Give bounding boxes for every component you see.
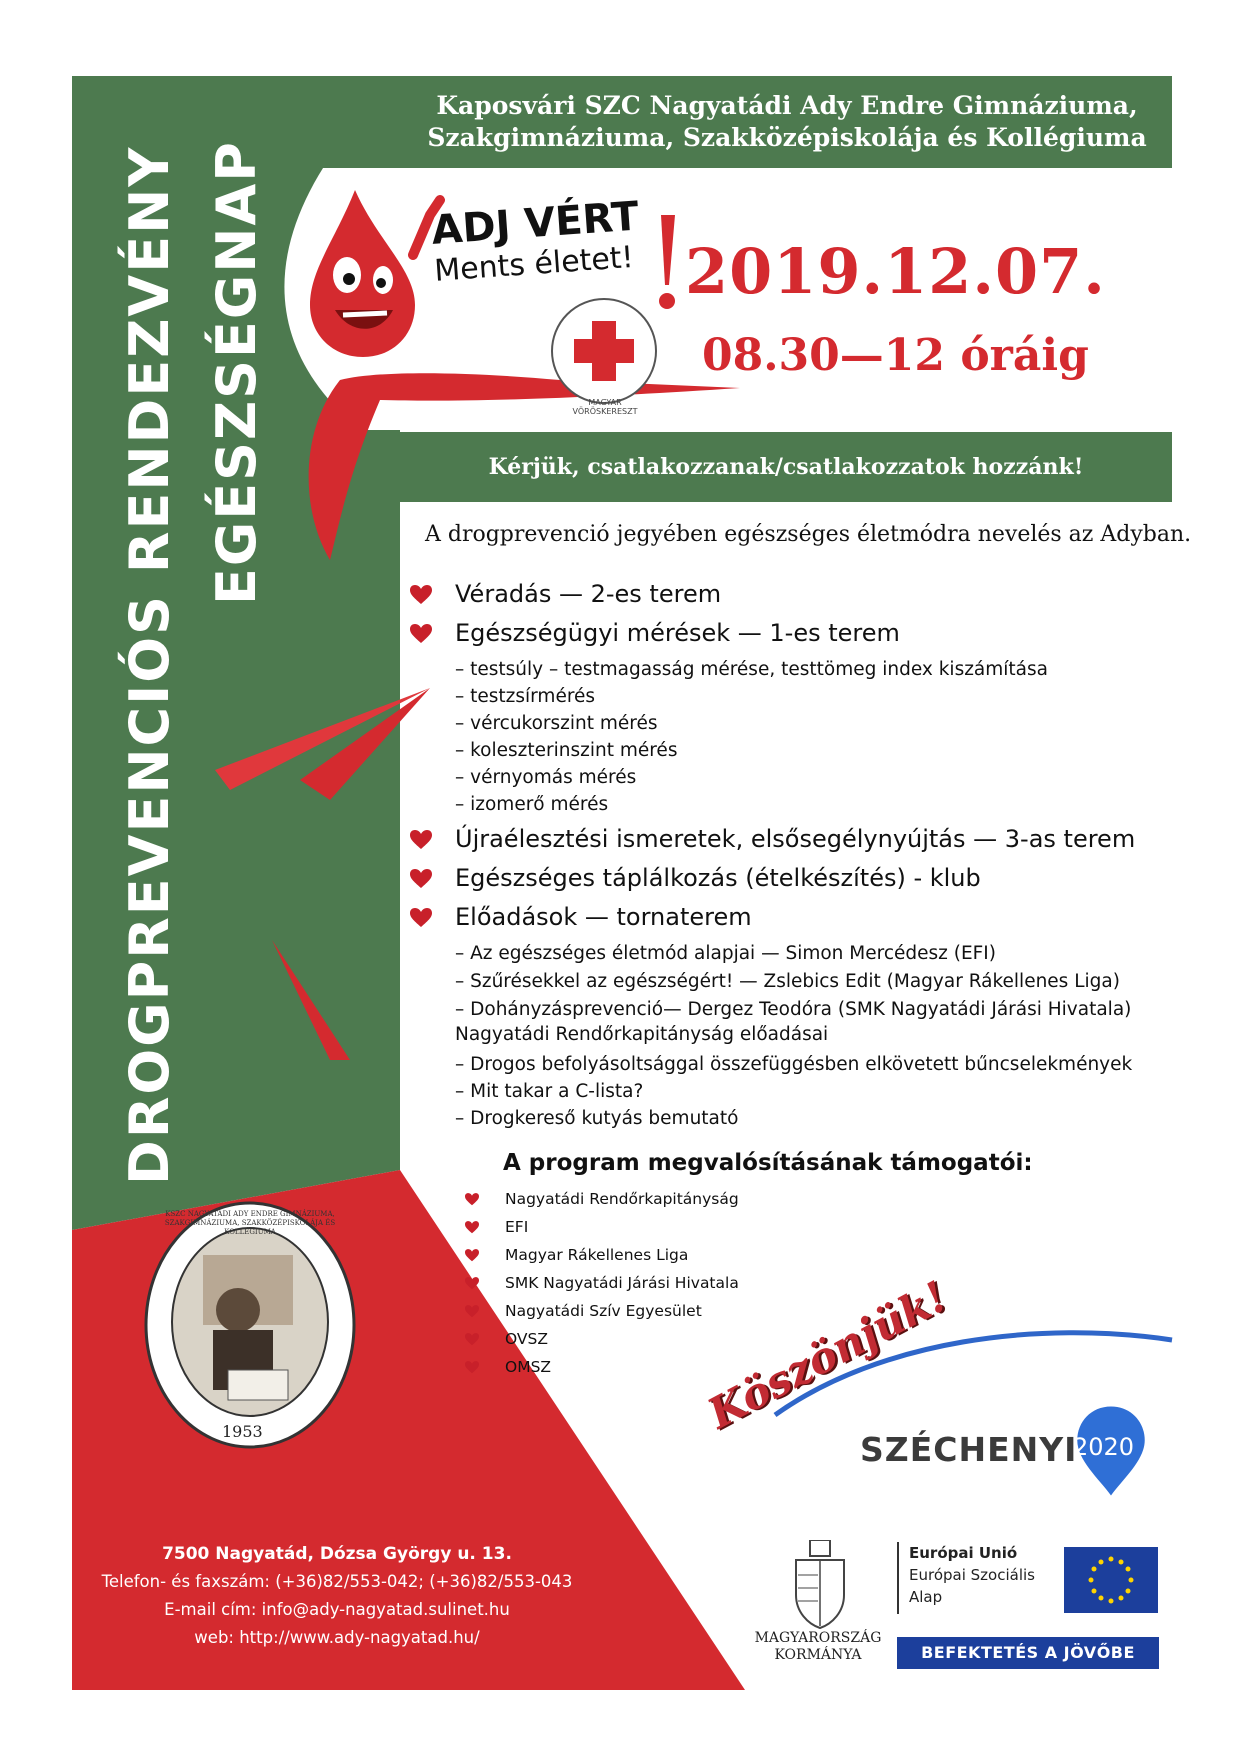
program-item-label: Újraélesztési ismeretek, elsősegélynyújtás — 3-as terem: [455, 825, 1136, 853]
contact-email: E-mail cím: info@ady-nagyatad.sulinet.hu: [164, 1600, 510, 1619]
program-item-resuscitation: [410, 825, 1135, 853]
program-item-label: Egészségügyi mérések — 1-es terem: [455, 619, 900, 647]
measurement-item: – izomerő mérés: [455, 794, 609, 815]
supporter-label: Nagyatádi Szív Egyesület: [505, 1302, 702, 1320]
heart-bullet-icon: [410, 624, 432, 644]
vertical-title-line1: DROGPREVENCIÓS RENDEZVÉNY: [118, 145, 181, 1185]
measurement-item: – testsúly – testmagasság mérése, testtömeg index kiszámítása: [455, 659, 1048, 680]
heart-bullet-icon: [410, 585, 432, 605]
heart-bullet-icon: [410, 908, 432, 928]
intro-text: A drogprevenció jegyében egészséges életmódra nevelés az Adyban.: [425, 522, 1192, 547]
program-item-lectures: [410, 903, 752, 931]
supporter-label: SMK Nagyatádi Járási Hivatala: [505, 1274, 739, 1292]
heart-bullet-icon: [465, 1361, 479, 1374]
school-seal-year: 1953: [222, 1422, 263, 1441]
program-item-label: Előadások — tornaterem: [455, 903, 752, 931]
lecture-item: – Az egészséges életmód alapjai — Simon Mercédesz (EFI): [455, 943, 996, 964]
government-logo-text: [748, 1630, 888, 1664]
lecture-item: – Drogkereső kutyás bemutató: [455, 1108, 739, 1129]
supporter-item: [465, 1246, 688, 1264]
supporter-item: [465, 1302, 702, 1320]
heart-bullet-icon: [465, 1305, 479, 1318]
eu-line1: Európai Unió: [909, 1544, 1018, 1562]
measurement-item: – koleszterinszint mérés: [455, 740, 678, 761]
red-cross-logo-icon: [548, 295, 660, 407]
contact-block: [72, 1540, 602, 1652]
government-line1: MAGYARORSZÁG: [754, 1630, 882, 1646]
supporter-item: [465, 1218, 528, 1236]
heart-bullet-icon: [465, 1333, 479, 1346]
event-date: 2019.12.07.: [685, 235, 1106, 308]
vertical-title-line2: EGÉSZSÉGNAP: [205, 140, 268, 605]
supporter-label: Magyar Rákellenes Liga: [505, 1246, 689, 1264]
join-invitation-band: Kérjük, csatlakozzanak/csatlakozzatok hozzánk!: [400, 432, 1172, 502]
supporter-item: [465, 1330, 548, 1348]
measurement-item: – testzsírmérés: [455, 686, 596, 707]
szechenyi-year: 2020: [1073, 1433, 1135, 1461]
red-cross-logo-text: MAGYAR VÖRÖSKERESZT: [572, 398, 638, 416]
supporter-item: [465, 1358, 551, 1376]
supporters-title: A program megvalósításának támogatói:: [503, 1150, 1033, 1176]
heart-bullet-icon: [465, 1277, 479, 1290]
school-seal-icon: [143, 1200, 358, 1450]
event-time: 08.30—12 óráig: [702, 330, 1089, 381]
blood-drop-mascot-icon: [295, 185, 445, 375]
contact-phone: Telefon- és faxszám: (+36)82/553-042; (+36)82/553-043: [101, 1572, 573, 1591]
program-item-label: Egészséges táplálkozás (ételkészítés) - klub: [455, 864, 981, 892]
program-item-healthy-eating: [410, 864, 981, 892]
lecture-item: – Mit takar a C-lista?: [455, 1081, 644, 1102]
school-name-line2: Szakgimnáziuma, Szakközépiskolája és Kollégiuma: [427, 123, 1147, 152]
lecture-item: – Drogos befolyásoltsággal összefüggésben elkövetett bűncselekmények: [455, 1054, 1133, 1075]
lecture-item: – Dohányzásprevenció— Dergez Teodóra (SMK Nagyatádi Járási Hivatala): [455, 999, 1132, 1020]
eu-fund-text: [897, 1542, 1059, 1614]
slogan-line2: Ments életet!: [433, 239, 635, 289]
program-item-label: Véradás — 2-es terem: [455, 580, 722, 608]
supporter-label: Nagyatádi Rendőrkapitányság: [505, 1190, 739, 1208]
blood-donation-slogan: [430, 194, 643, 289]
eu-line2: Európai Szociális: [909, 1566, 1035, 1584]
supporter-item: [465, 1190, 739, 1208]
invest-future-band: BEFEKTETÉS A JÖVŐBE: [897, 1637, 1159, 1669]
heart-bullet-icon: [465, 1249, 479, 1262]
supporter-item: [465, 1274, 739, 1292]
eu-line3: Alap: [909, 1588, 943, 1606]
heart-bullet-icon: [410, 830, 432, 850]
heart-bullet-icon: [465, 1193, 479, 1206]
measurement-item: – vércukorszint mérés: [455, 713, 658, 734]
lecture-item: Nagyatádi Rendőrkapitányság előadásai: [455, 1024, 829, 1045]
supporter-label: OVSZ: [505, 1330, 548, 1348]
lecture-item: – Szűrésekkel az egészségért! — Zslebics Edit (Magyar Rákellenes Liga): [455, 971, 1120, 992]
measurement-item: – vérnyomás mérés: [455, 767, 637, 788]
program-item-blood-donation: [410, 580, 721, 608]
school-seal-ring-text: KSZC NAGYATÁDI ADY ENDRE GIMNÁZIUMA, SZAKGIMNÁZIUMA, SZAKKÖZÉPISKOLÁJA ÉS KOLLÉGIUMA: [164, 1210, 336, 1236]
government-line2: KORMÁNYA: [774, 1647, 862, 1663]
szechenyi-logo-text: SZÉCHENYI: [860, 1430, 1078, 1469]
eu-flag-icon: [1064, 1547, 1158, 1613]
slogan-line1: ADJ VÉRT: [430, 193, 641, 254]
program-item-health-measurements: [410, 619, 900, 647]
contact-web: web: http://www.ady-nagyatad.hu/: [194, 1628, 480, 1647]
hungarian-coat-of-arms-icon: [790, 1540, 850, 1630]
supporter-label: OMSZ: [505, 1358, 552, 1376]
supporter-label: EFI: [505, 1218, 529, 1236]
school-name-line1: Kaposvári SZC Nagyatádi Ady Endre Gimnáziuma,: [436, 91, 1138, 120]
heart-bullet-icon: [410, 869, 432, 889]
heart-bullet-icon: [465, 1221, 479, 1234]
contact-address: 7500 Nagyatád, Dózsa György u. 13.: [162, 1544, 512, 1564]
thanks-text: Köszönjük!: [700, 1271, 956, 1439]
